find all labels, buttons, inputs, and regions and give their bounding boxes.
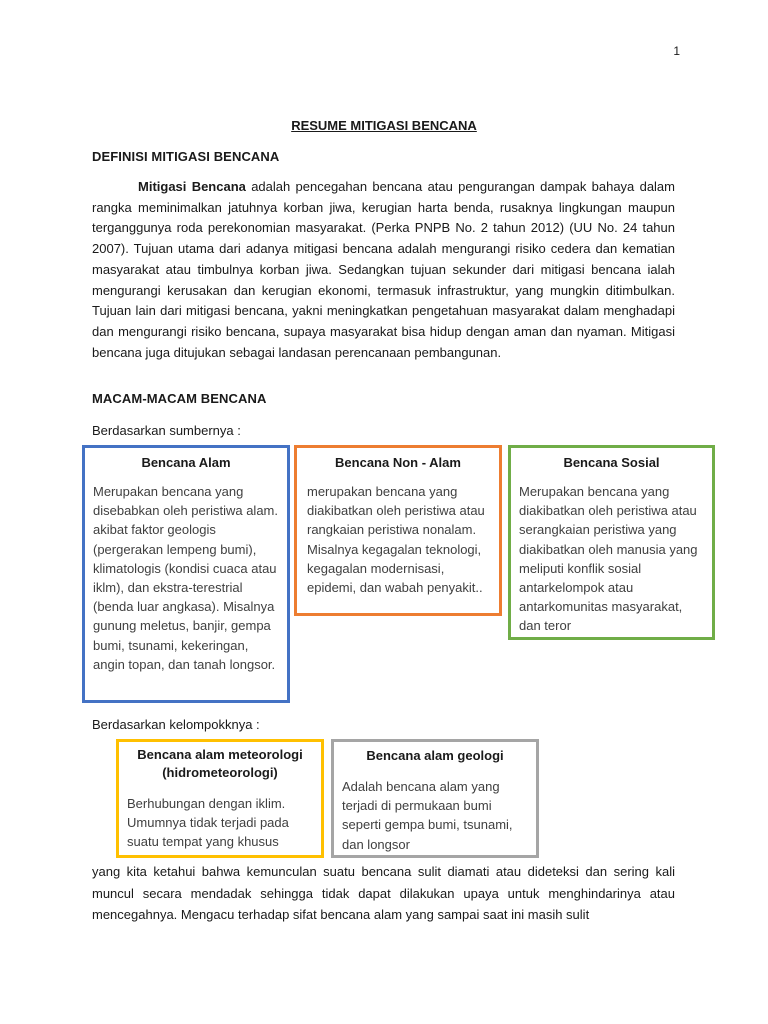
section-heading-definition: DEFINISI MITIGASI BENCANA	[92, 149, 280, 164]
geological-disaster-box	[331, 739, 539, 858]
social-disaster-box	[508, 445, 715, 640]
by-group-label: Berdasarkan kelompokknya :	[92, 717, 260, 732]
natural-disaster-box	[82, 445, 290, 703]
definition-text: adalah pencegahan bencana atau pengurangan dampak bahaya dalam rangka meminimalkan jatuhnya korban jiwa, kerugian harta benda, rusaknya lingkungan maupun terganggunya roda perekonomian masyarakat. (Perka PNPB No. 2 tahun 2012) (UU No. 24 tahun 2007). Tujuan utama dari adanya mitigasi bencana adalah mengurangi risiko cedera dan kematian masyarakat atau timbulnya korban jiwa. Sedangkan tujuan sekunder dari mitigasi bencana ialah mengurangi kerusakan dan kerugian ekonomi, termasuk infrastruktur, yang mungkin ditimbulkan. Tujuan lain dari mitigasi bencana, yakni meningkatkan pengetahuan masyarakat dalam menghadapi dan mengurangi risiko bencana, supaya masyarakat bisa hidup dengan aman dan nyaman. Mitigasi bencana juga ditujukan sebagai landasan perencanaan pembangunan.	[92, 179, 675, 360]
box-text: Merupakan bencana yang diakibatkan oleh peristiwa atau serangkaian peristiwa yang diakibatkan oleh manusia yang meliputi konflik sosial antarkelompok atau antarkomunitas masyarakat, dan teror	[519, 484, 698, 634]
definition-paragraph	[92, 177, 675, 363]
box-title: Bencana alam geologi	[366, 748, 504, 763]
box-text: Merupakan bencana yang disebabkan oleh peristiwa alam. akibat faktor geologis (pergerakan lempeng bumi), klimatologis (kondisi cuaca atau iklm), dan ekstra-terestrial (benda luar angkasa). Misalnya gunung meletus, banjir, gempa bumi, tsunami, kekeringan, angin topan, dan tanah longsor.	[93, 484, 278, 672]
box-title: Bencana Sosial	[563, 455, 660, 470]
page-number: 1	[673, 44, 680, 58]
box-text: merupakan bencana yang diakibatkan oleh peristiwa atau rangkaian peristiwa nonalam. Misalnya kegagalan teknologi, kegagalan modernisasi, epidemi, dan wabah penyakit..	[307, 484, 485, 596]
box-text: Adalah bencana alam yang terjadi di permukaan bumi seperti gempa bumi, tsunami, dan longsor	[342, 779, 513, 852]
document-title: RESUME MITIGASI BENCANA	[291, 118, 477, 133]
continuation-paragraph: yang kita ketahui bahwa kemunculan suatu bencana sulit diamati atau dideteksi dan sering kali muncul secara mendadak sehingga tidak dapat dilakukan upaya untuk menghindarinya atau mencegahnya. Mengacu terhadap sifat bencana alam yang sampai saat ini masih sulit	[92, 864, 675, 922]
box-title: Bencana Alam	[141, 455, 231, 470]
meteorological-disaster-box	[116, 739, 324, 858]
by-source-label: Berdasarkan sumbernya :	[92, 423, 241, 438]
non-natural-disaster-box	[294, 445, 502, 616]
definition-term: Mitigasi Bencana	[138, 179, 246, 194]
box-title: Bencana alam meteorologi (hidrometeorologi)	[137, 747, 303, 780]
box-title: Bencana Non - Alam	[335, 455, 461, 470]
box-text: Berhubungan dengan iklim. Umumnya tidak terjadi pada suatu tempat yang khusus	[127, 796, 289, 850]
section-heading-types: MACAM-MACAM BENCANA	[92, 391, 267, 406]
